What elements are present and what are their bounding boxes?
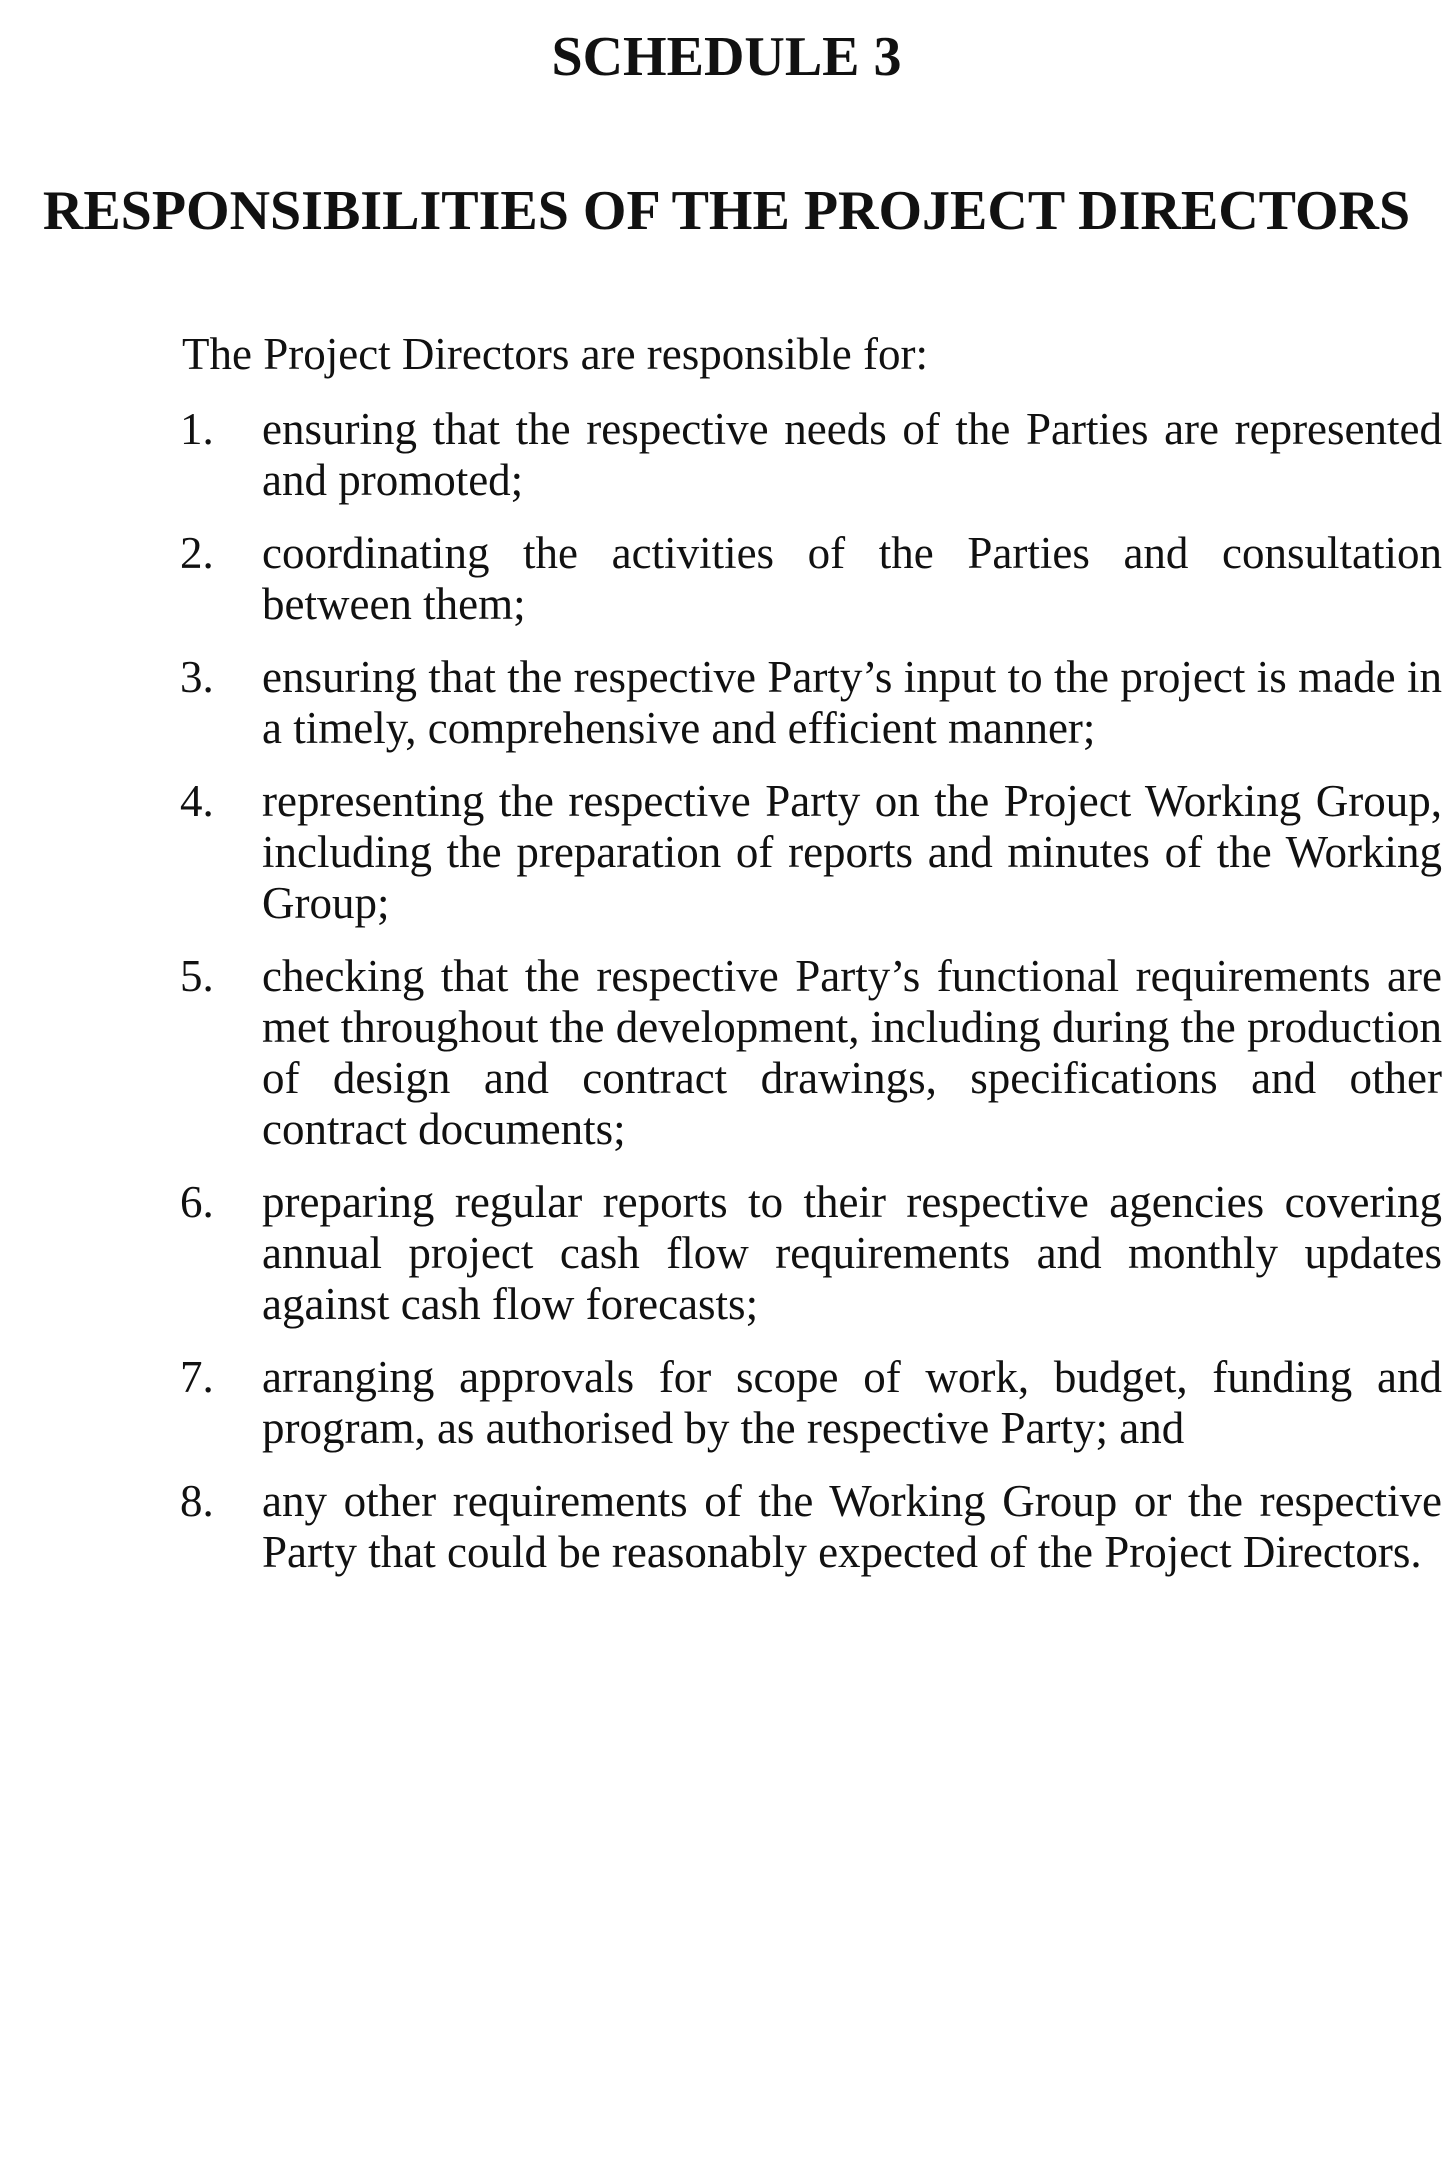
item-number: 6. [180,1177,214,1227]
item-text: checking that the respective Party’s functional requirements are met throughout the development, including during the production of design and contract drawings, specifications and other contract documents; [262,951,1442,1154]
item-number: 8. [180,1476,214,1526]
list-item [0,1476,1453,1578]
intro-text: The Project Directors are responsible for: [182,329,928,379]
list-item [0,652,1453,754]
item-number: 7. [180,1352,214,1402]
list-item [0,528,1453,630]
list-item [0,1352,1453,1454]
item-text: representing the respective Party on the Project Working Group, including the preparation of reports and minutes of the Working Group; [262,776,1442,928]
schedule-heading: SCHEDULE 3 [551,26,902,88]
item-text: any other requirements of the Working Group or the respective Party that could be reasonably expected of the Project Directors. [262,1476,1442,1577]
item-text: ensuring that the respective needs of the Parties are represented and promoted; [262,404,1442,505]
section-title: RESPONSIBILITIES OF THE PROJECT DIRECTORS [42,180,1411,242]
item-number: 3. [180,652,214,702]
item-number: 1. [180,404,214,454]
item-text: preparing regular reports to their respective agencies covering annual project cash flow requirements and monthly updates against cash flow forecasts; [262,1177,1442,1329]
list-item [0,951,1453,1155]
item-number: 2. [180,528,214,578]
list-item [0,776,1453,929]
item-text: coordinating the activities of the Parties and consultation between them; [262,528,1442,629]
list-item [0,404,1453,506]
responsibilities-list [0,404,1453,1600]
item-number: 4. [180,776,214,826]
list-item [0,1177,1453,1330]
item-text: ensuring that the respective Party’s input to the project is made in a timely, comprehensive and efficient manner; [262,652,1442,753]
item-number: 5. [180,951,214,1001]
item-text: arranging approvals for scope of work, budget, funding and program, as authorised by the respective Party; and [262,1352,1442,1453]
